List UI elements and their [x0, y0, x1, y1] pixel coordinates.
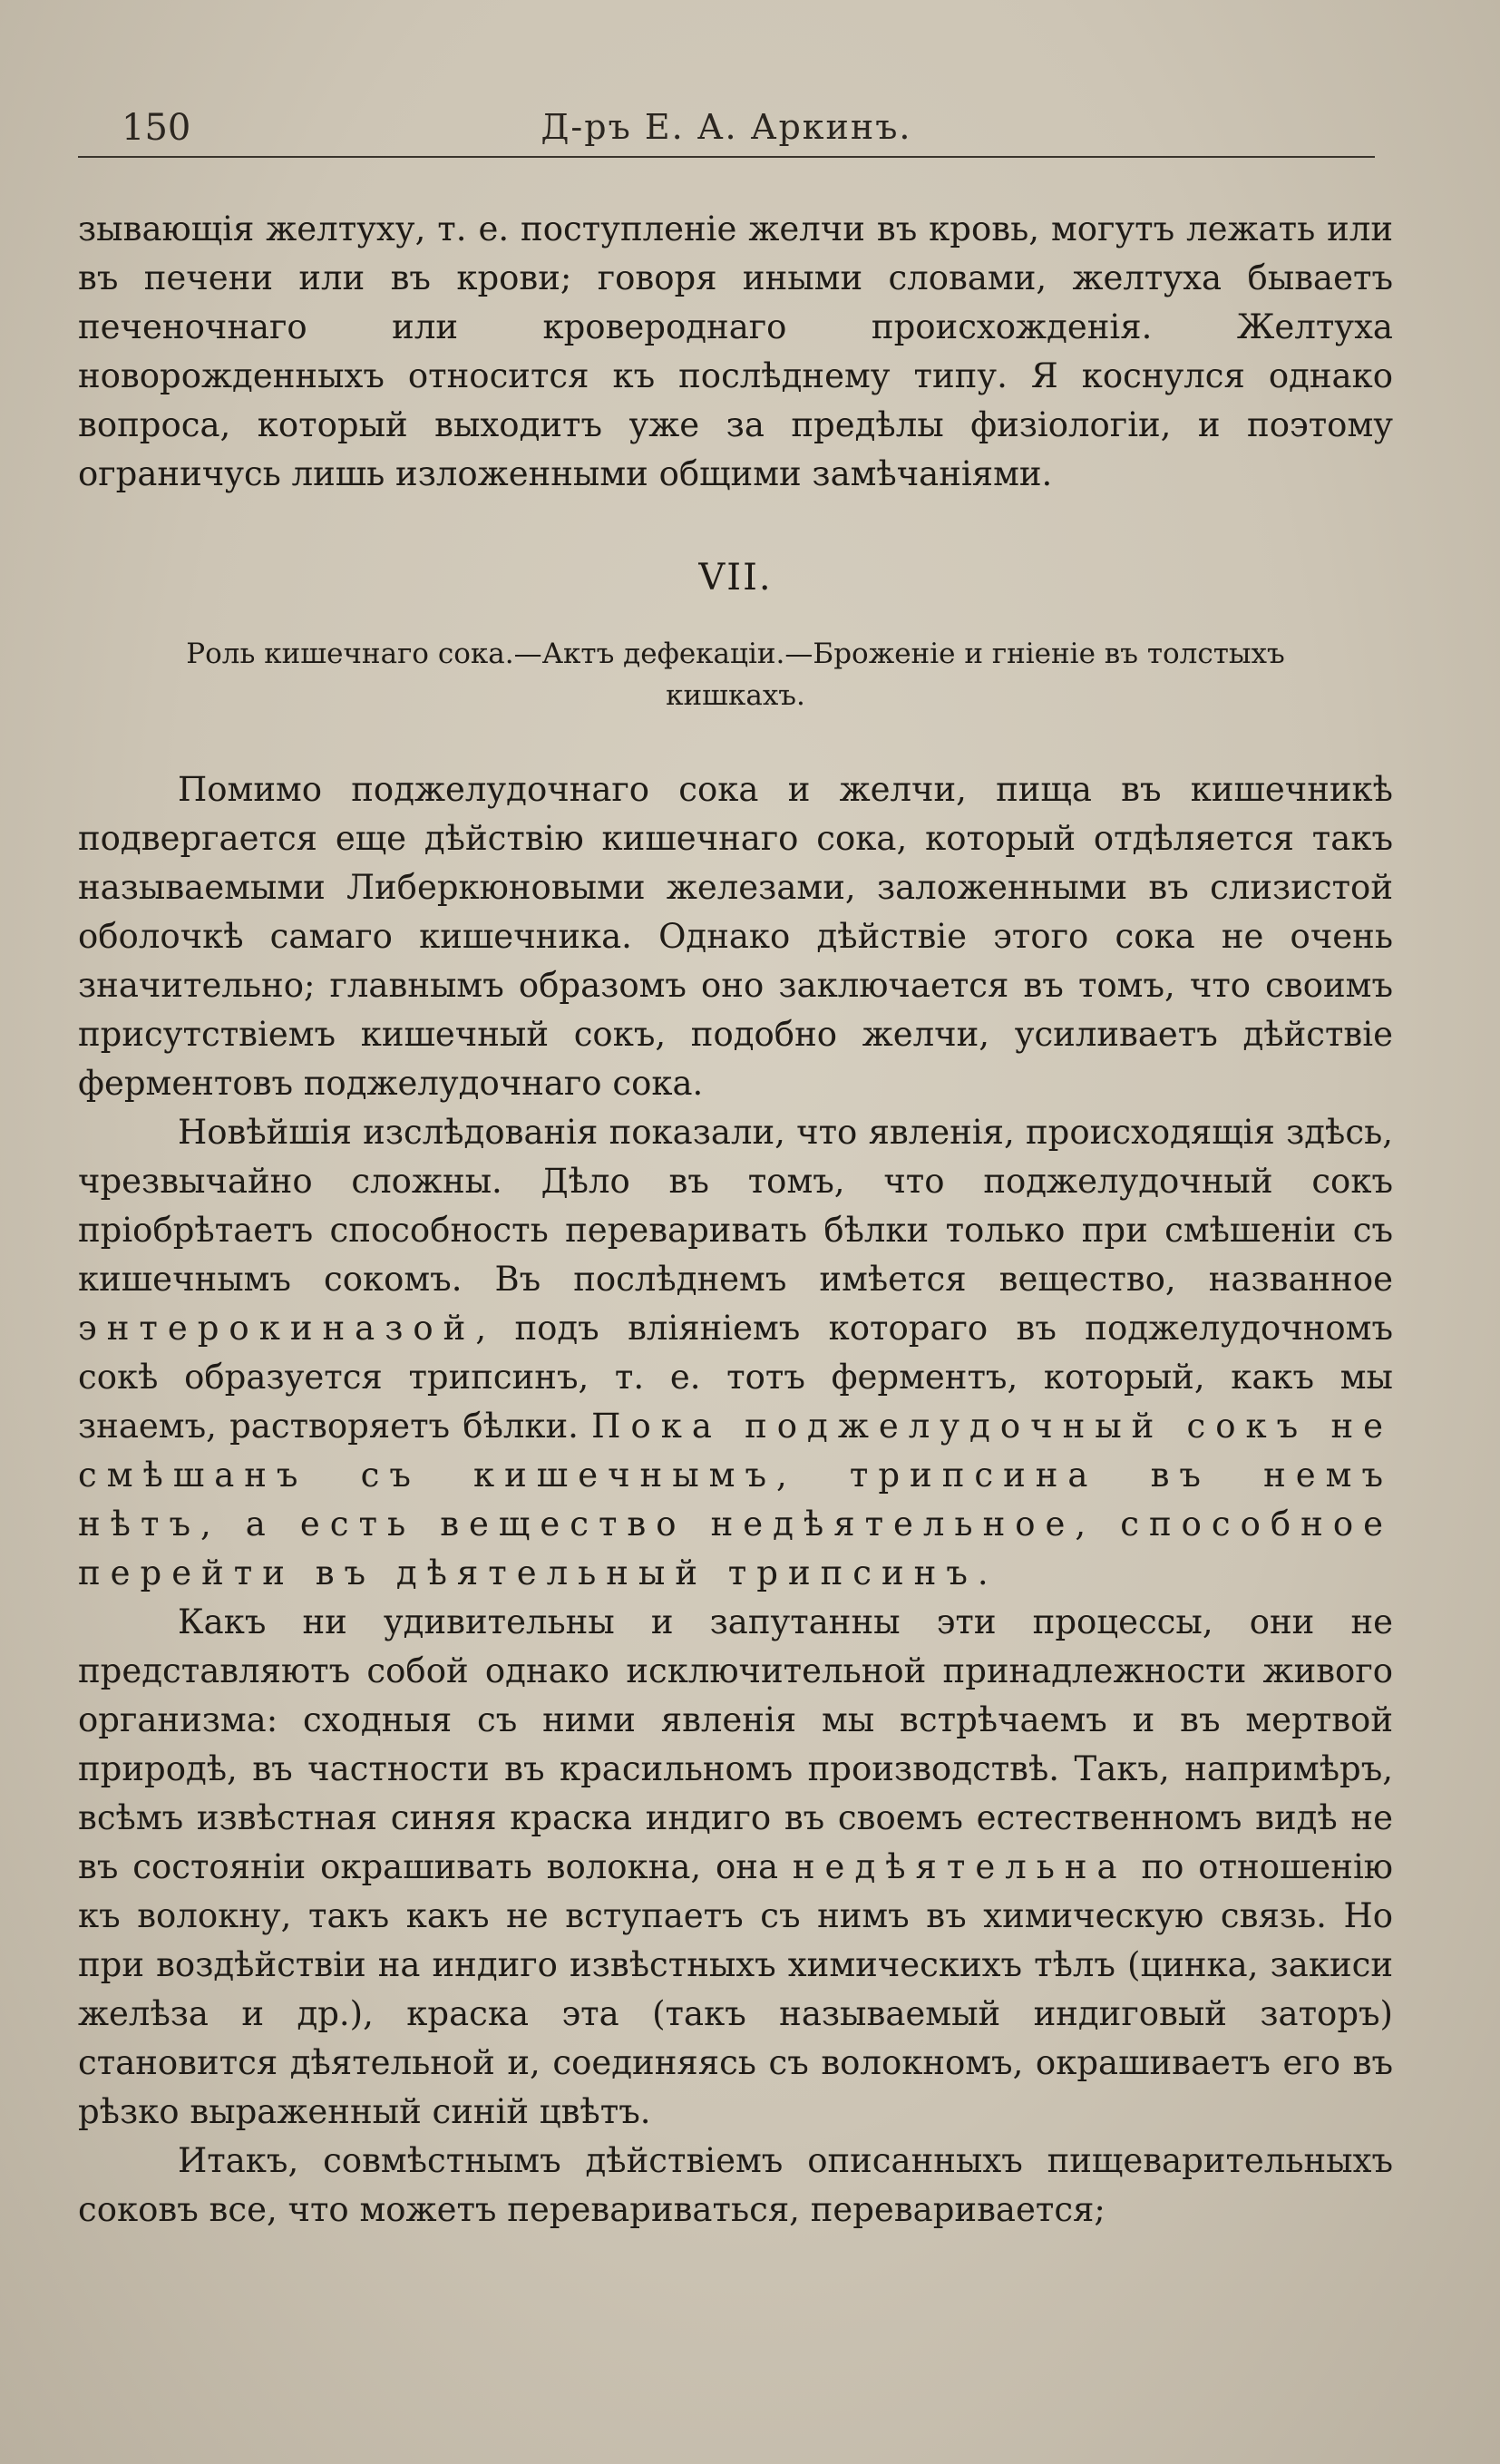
paragraph-2: Помимо поджелудочнаго сока и желчи, пища въ кишечникѣ подвергается еще дѣйствію кишечнаго сока, который отдѣляется такъ называемыми Либеркюновыми железами, заложенными въ слизистой оболочкѣ самаго кишечника. Однако дѣйствіе этого сока не очень значительно; главнымъ образомъ оно заключается въ томъ, что своимъ присутствіемъ кишечный сокъ, подобно желчи, усиливаетъ дѣйствіе ферментовъ поджелудочнаго сока. [78, 770, 1393, 1103]
page-header [78, 102, 1375, 158]
page-number: 150 [122, 107, 191, 149]
paragraph-3 [78, 1108, 1393, 1598]
body-text [78, 205, 1393, 2235]
section-number: VII. [698, 557, 773, 599]
term-enterokinase: энтерокиназой [78, 1309, 476, 1348]
paragraph-4-text-b: по отношенію къ волокну, такъ какъ не вступаетъ съ нимъ въ химическую связь. Но при воздѣйствіи на индиго извѣстныхъ химическихъ тѣлъ (цинка, закиси желѣза и др.), краска эта (такъ называемый индиговый заторъ) становится дѣятельной и, соединяясь съ волокномъ, окрашиваетъ его въ рѣзко выраженный синій цвѣтъ. [78, 1847, 1393, 2131]
paragraph-4-text-a: Какъ ни удивительны и запутанны эти процессы, они не представляютъ собой однако исключительной принадлежности живого организма: сходныя съ ними явленія мы встрѣчаемъ и въ мертвой природѣ, въ частности въ красильномъ производствѣ. Такъ, напримѣръ, всѣмъ извѣстная синяя краска индиго въ своемъ естественномъ видѣ не въ состояніи окрашивать волокна, она [78, 1602, 1393, 1886]
paragraph-3-spaced-emphasis: Пока поджелудочный сокъ не смѣшанъ съ кишечнымъ, трипсина въ немъ нѣтъ, а есть вещество недѣятельное, способное перейти въ дѣятельный трипсинъ. [78, 1407, 1394, 1592]
paragraph-3-text-b: , подъ вліяніемъ котораго въ поджелудочномъ сокѣ образуется трипсинъ, т. е. тотъ ферментъ, который, какъ мы знаемъ, растворяетъ бѣлки. [78, 1309, 1393, 1446]
term-inactive: недѣятельна [792, 1847, 1127, 1886]
paragraph-3-text-a: Новѣйшія изслѣдованія показали, что явленія, происходящія здѣсь, чрезвычайно сложны. Дѣло въ томъ, что поджелудочный сокъ пріобрѣтаетъ способность переваривать бѣлки только при смѣшеніи съ кишечнымъ сокомъ. Въ послѣднемъ имѣется вещество, названное [78, 1113, 1393, 1299]
paragraph-1: зывающія желтуху, т. е. поступленіе желчи въ кровь, могутъ лежать или въ печени или въ крови; говоря иными словами, желтуха бываетъ печеночнаго или кровероднаго происхожденія. Желтуха новорожденныхъ относится къ послѣднему типу. Я коснулся однако вопроса, который выходитъ уже за предѣлы физіологіи, и поэтому ограничусь лишь изложенными общими замѣчаніями. [78, 209, 1393, 493]
section-title: Роль кишечнаго сока.—Актъ дефекаціи.—Броженіе и гніеніе въ толстыхъ кишкахъ. [186, 638, 1285, 712]
paragraph-4 [78, 1598, 1393, 2137]
running-head: Д-ръ Е. А. Аркинъ. [541, 107, 912, 147]
paragraph-5: Итакъ, совмѣстнымъ дѣйствіемъ описанныхъ пищеварительныхъ соковъ все, что можетъ перевариваться, переваривается; [78, 2141, 1393, 2229]
